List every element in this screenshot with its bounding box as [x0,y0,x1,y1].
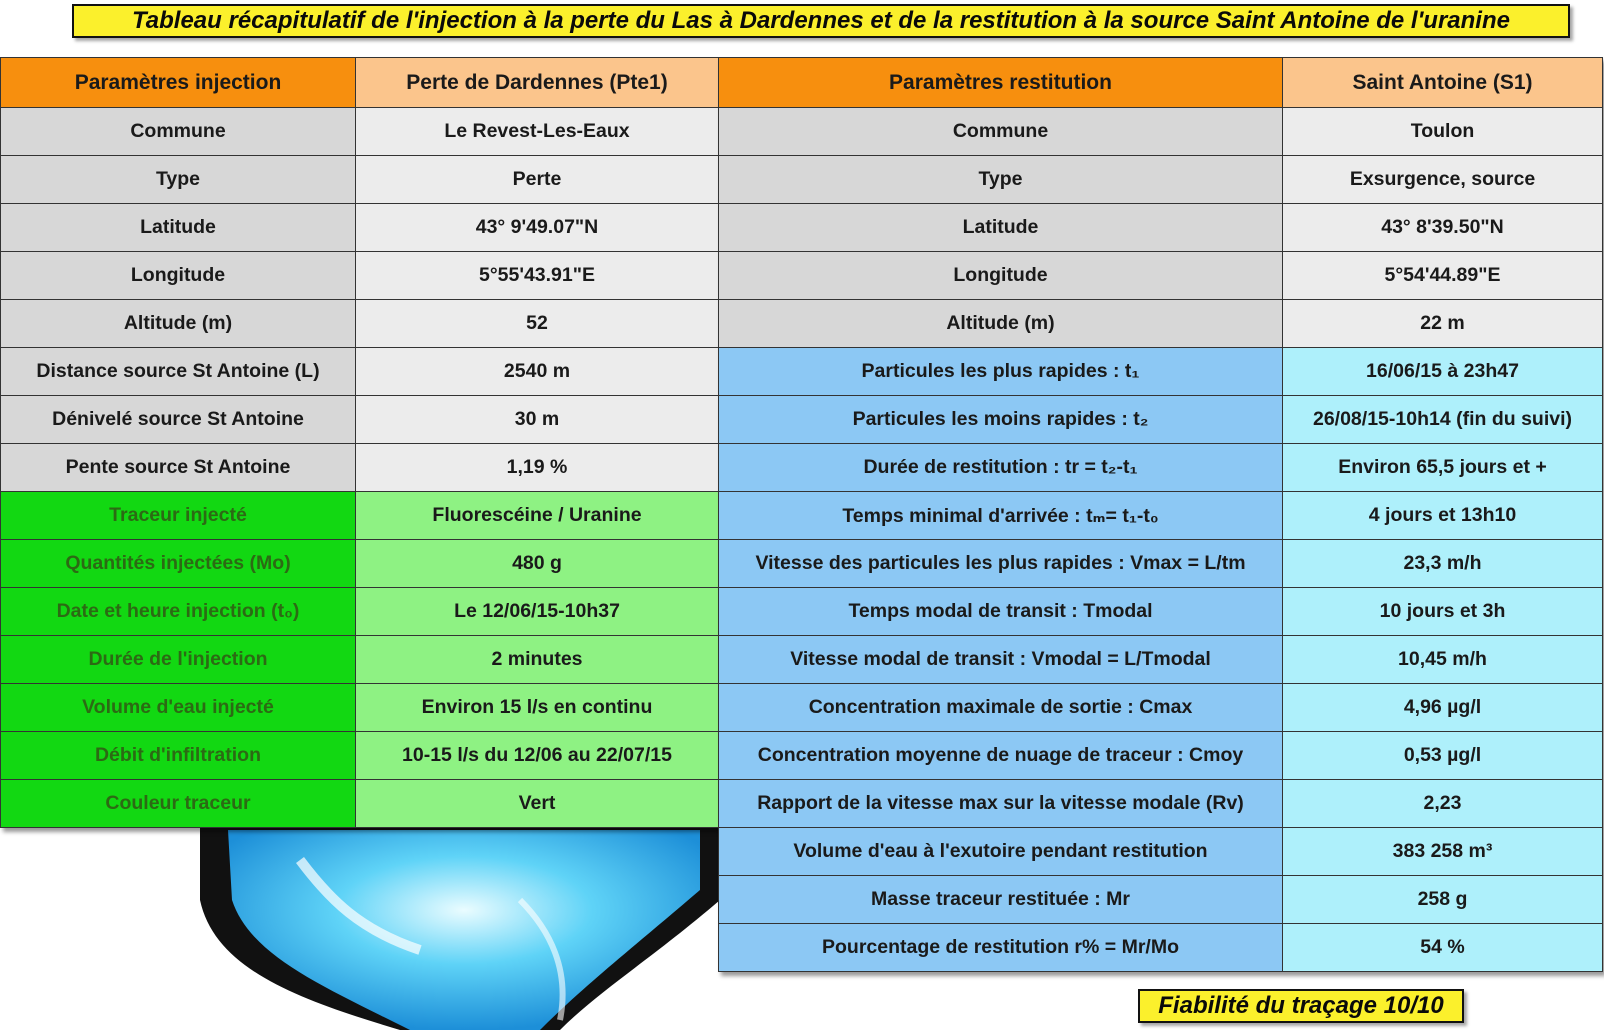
table-row [1,636,719,684]
row-value: 43° 9'49.07"N [356,204,719,252]
row-label: Quantités injectées (Mo) [1,540,356,588]
row-value: 54 % [1283,924,1603,972]
table-row [1,348,719,396]
row-value: 52 [356,300,719,348]
row-value: 383 258 m³ [1283,828,1603,876]
row-label: Couleur traceur [1,780,356,828]
row-label: Durée de l'injection [1,636,356,684]
row-value: 10 jours et 3h [1283,588,1603,636]
row-value: 2,23 [1283,780,1603,828]
table-row [719,684,1603,732]
row-value: 22 m [1283,300,1603,348]
table-row [719,348,1603,396]
row-label: Traceur injecté [1,492,356,540]
row-value: Environ 65,5 jours et + [1283,444,1603,492]
row-label: Concentration moyenne de nuage de traceur : Cmoy [719,732,1283,780]
row-label: Commune [719,108,1283,156]
table-row [1,396,719,444]
row-label: Longitude [1,252,356,300]
row-value: Toulon [1283,108,1603,156]
row-label: Vitesse modal de transit : Vmodal = L/Tmodal [719,636,1283,684]
row-label: Dénivelé source St Antoine [1,396,356,444]
row-value: 5°54'44.89"E [1283,252,1603,300]
table-row [719,444,1603,492]
table-row [1,108,719,156]
table-row [1,204,719,252]
row-label: Masse traceur restituée : Mr [719,876,1283,924]
row-value: Perte [356,156,719,204]
table-row [719,732,1603,780]
row-label: Date et heure injection (t₀) [1,588,356,636]
row-value: 23,3 m/h [1283,540,1603,588]
row-value: 2540 m [356,348,719,396]
table-row [1,252,719,300]
table-row [1,300,719,348]
row-label: Temps minimal d'arrivée : tₘ= t₁-t₀ [719,492,1283,540]
row-label: Volume d'eau à l'exutoire pendant restitution [719,828,1283,876]
table-row [1,588,719,636]
row-value: 4 jours et 13h10 [1283,492,1603,540]
row-label: Latitude [1,204,356,252]
row-value: Fluorescéine / Uranine [356,492,719,540]
row-value: Environ 15 l/s en continu [356,684,719,732]
row-value: 2 minutes [356,636,719,684]
table-row [719,252,1603,300]
row-value: 480 g [356,540,719,588]
header-value: Perte de Dardennes (Pte1) [356,58,719,108]
row-label: Débit d'infiltration [1,732,356,780]
table-row [719,588,1603,636]
table-row [719,204,1603,252]
row-label: Volume d'eau injecté [1,684,356,732]
row-label: Particules les moins rapides : t₂ [719,396,1283,444]
table-header-row [719,58,1603,108]
row-value: 258 g [1283,876,1603,924]
row-label: Altitude (m) [1,300,356,348]
row-value: 16/06/15 à 23h47 [1283,348,1603,396]
table-row [719,876,1603,924]
row-value: 43° 8'39.50"N [1283,204,1603,252]
table-row [1,156,719,204]
header-param: Paramètres restitution [719,58,1283,108]
row-label: Particules les plus rapides : t₁ [719,348,1283,396]
header-param: Paramètres injection [1,58,356,108]
row-label: Pourcentage de restitution r% = Mr/Mo [719,924,1283,972]
table-row [719,636,1603,684]
row-value: Exsurgence, source [1283,156,1603,204]
table-row [719,780,1603,828]
page-title: Tableau récapitulatif de l'injection à la perte du Las à Dardennes et de la restitution à la source Saint Antoine de l'uranine [72,4,1570,38]
table-row [719,108,1603,156]
table-row [719,300,1603,348]
table-row [719,924,1603,972]
table-row [1,780,719,828]
table-row [1,444,719,492]
injection-table [0,57,719,828]
row-value: 1,19 % [356,444,719,492]
table-row [719,156,1603,204]
row-label: Vitesse des particules les plus rapides : Vmax = L/tm [719,540,1283,588]
row-label: Longitude [719,252,1283,300]
row-label: Type [1,156,356,204]
row-value: Vert [356,780,719,828]
row-value: 5°55'43.91"E [356,252,719,300]
row-label: Rapport de la vitesse max sur la vitesse modale (Rv) [719,780,1283,828]
row-value: 4,96 µg/l [1283,684,1603,732]
table-row [1,732,719,780]
table-row [1,492,719,540]
table-row [1,684,719,732]
restitution-table [718,57,1603,972]
row-value: Le 12/06/15-10h37 [356,588,719,636]
table-header-row [1,58,719,108]
row-value: 30 m [356,396,719,444]
row-value: 10,45 m/h [1283,636,1603,684]
table-row [719,828,1603,876]
row-value: Le Revest-Les-Eaux [356,108,719,156]
row-label: Concentration maximale de sortie : Cmax [719,684,1283,732]
row-label: Distance source St Antoine (L) [1,348,356,396]
header-value: Saint Antoine (S1) [1283,58,1603,108]
table-row [719,540,1603,588]
table-row [719,492,1603,540]
row-value: 10-15 l/s du 12/06 au 22/07/15 [356,732,719,780]
row-label: Durée de restitution : tr = t₂-t₁ [719,444,1283,492]
row-label: Latitude [719,204,1283,252]
reliability-banner: Fiabilité du traçage 10/10 [1138,989,1464,1023]
row-value: 0,53 µg/l [1283,732,1603,780]
row-label: Type [719,156,1283,204]
row-label: Temps modal de transit : Tmodal [719,588,1283,636]
table-row [1,540,719,588]
table-row [719,396,1603,444]
row-label: Altitude (m) [719,300,1283,348]
row-label: Pente source St Antoine [1,444,356,492]
row-label: Commune [1,108,356,156]
row-value: 26/08/15-10h14 (fin du suivi) [1283,396,1603,444]
